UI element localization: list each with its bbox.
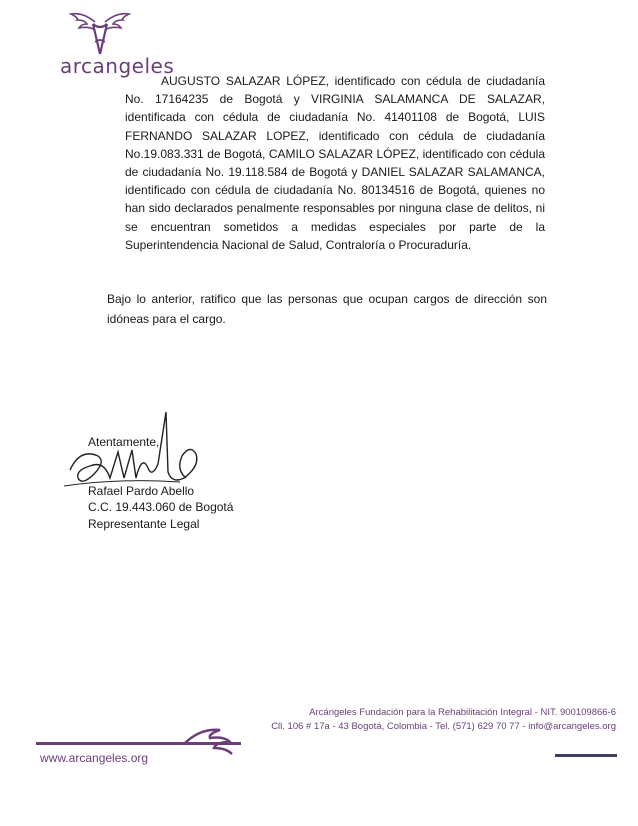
footer-contact-info	[271, 706, 616, 734]
signer-title: Representante Legal	[88, 516, 200, 531]
wings-logo-icon	[65, 10, 135, 56]
body-paragraph-1	[125, 72, 545, 254]
footer-address-line: Cll. 106 # 17a - 43 Bogotá, Colombia - Tel. (571) 629 70 77 - info@arcangeles.org	[271, 721, 616, 732]
signature-block	[88, 434, 233, 532]
closing-text: Atentamente,	[88, 435, 160, 449]
footer-website-link[interactable]: www.arcangeles.org	[40, 751, 149, 765]
signer-name: Rafael Pardo Abello	[88, 483, 195, 498]
footer-swirl-icon	[180, 722, 240, 758]
body-paragraph-2: Bajo lo anterior, ratifico que las personas que ocupan cargos de dirección son idóneas para el cargo.	[107, 292, 547, 326]
footer-divider-right	[555, 754, 617, 757]
arcangeles-logo	[30, 10, 175, 78]
signer-id: C.C. 19.443.060 de Bogotá	[88, 500, 234, 514]
logo-text: arcangeles	[60, 54, 175, 78]
footer-org-line: Arcángeles Fundación para la Rehabilitación Integral - NIT. 900109866-6	[309, 707, 616, 718]
paragraph-1-text: AUGUSTO SALAZAR LÓPEZ, identificado con cédula de ciudadanía No. 17164235 de Bogotá y VIRGINIA SALAMANCA DE SALAZAR, identificada con cédula de ciudadanía No. 41401108 de Bogotá, LUIS FERNANDO SALAZAR LOPEZ, identificado con cédula de ciudadanía No.19.083.331 de Bogotá, CAMILO SALAZAR LÓPEZ, identificado con cédula de ciudadanía No. 19.118.584 de Bogotá y DANIEL SALAZAR SALAMANCA, identificado con cédula de ciudadanía No. 80134516 de Bogotá, quienes no han sido declarados penalmente responsables por ninguna clase de delitos, ni se encuentran sometidos a medidas especiales por parte de la Superintendencia Nacional de Salud, Contraloría o Procuraduría.	[125, 74, 545, 252]
